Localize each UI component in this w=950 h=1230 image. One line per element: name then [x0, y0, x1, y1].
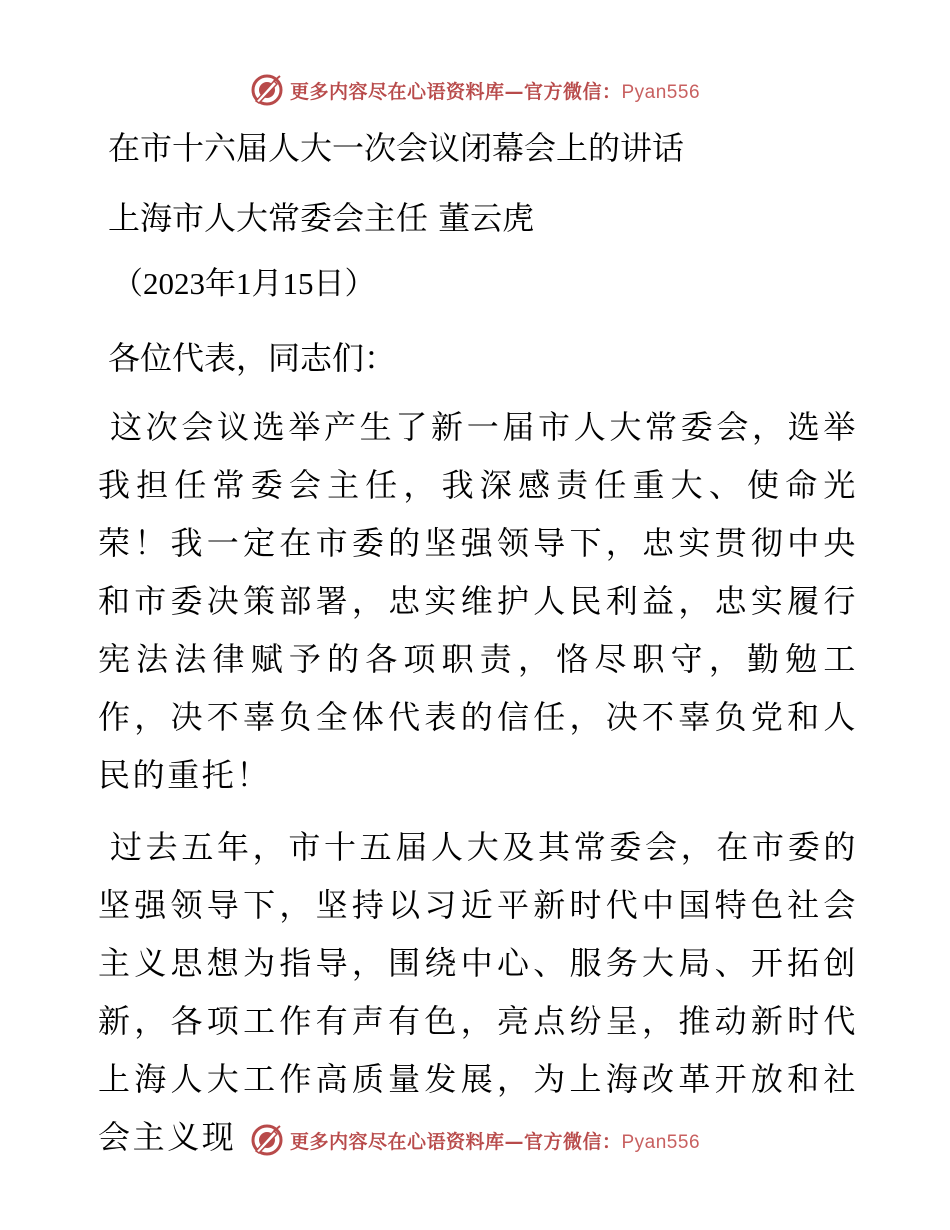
salutation: 各位代表，同志们：	[108, 339, 397, 377]
document-date: （2023年1月15日）	[112, 266, 376, 301]
quill-seal-icon	[250, 73, 284, 107]
watermark-handle: Pyan556	[621, 1131, 701, 1153]
header-watermark	[0, 70, 950, 110]
quill-seal-icon	[250, 1123, 284, 1157]
watermark-handle: Pyan556	[621, 81, 701, 103]
document-body	[98, 120, 858, 1180]
paragraph-2: 过去五年，市十五届人大及其常委会，在市委的坚强领导下，坚持以习近平新时代中国特色社会主义思想为指导，围绕中心、服务大局、开拓创新，各项工作有声有色，亮点纷呈，推动新时代上海人大工作高质量发展，为上海改革开放和社会主义现	[98, 828, 858, 1156]
paragraph-1: 这次会议选举产生了新一届市人大常委会，选举我担任常委会主任，我深感责任重大、使命光荣！我一定在市委的坚强领导下，忠实贯彻中央和市委决策部署，忠实维护人民利益，忠实履行宪法法律赋予的各项职责，恪尽职守，勤勉工作，决不辜负全体代表的信任，决不辜负党和人民的重托！	[98, 408, 858, 794]
document-author: 上海市人大常委会主任 董云虎	[108, 199, 535, 237]
footer-watermark	[0, 1120, 950, 1160]
document-title: 在市十六届人大一次会议闭幕会上的讲话	[108, 129, 685, 167]
watermark-text: 更多内容尽在心语资料库—官方微信：Pyan556	[289, 1130, 701, 1153]
watermark-text: 更多内容尽在心语资料库—官方微信：Pyan556	[289, 80, 701, 103]
